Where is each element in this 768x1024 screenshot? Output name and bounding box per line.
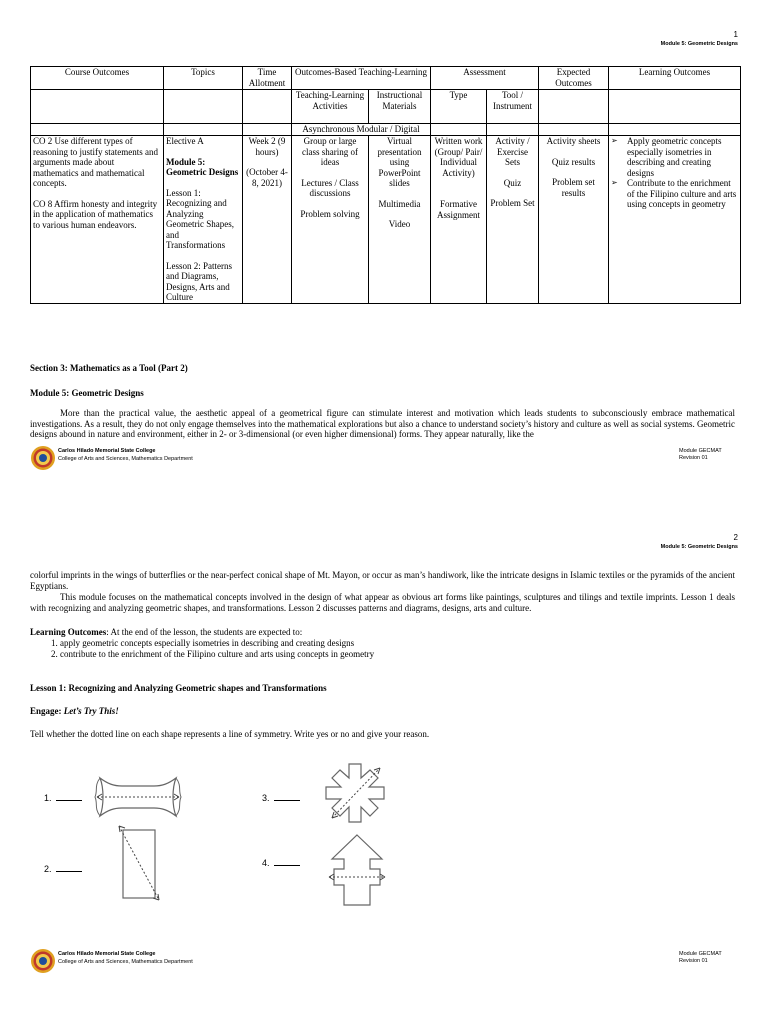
subheader-materials: Instructional Materials <box>369 90 431 124</box>
revision-2: Revision 01 <box>679 958 708 964</box>
module-label: Module 5: Geometric Designs <box>166 156 239 177</box>
activity-problem-solving: Problem solving <box>300 208 360 219</box>
footer-college-2: Carlos Hilado Memorial State College <box>58 951 156 957</box>
instruction-text: Tell whether the dotted line on each shape represents a line of symmetry. Write yes or no and give your reason. <box>30 729 430 739</box>
candy-shape-figure <box>92 774 184 820</box>
answer-blank-1 <box>56 792 82 801</box>
co8-text: CO 8 Affirm honesty and integrity in the application of mathematics to various human endeavors. <box>33 198 158 230</box>
header-title-2: Module 5: Geometric Designs <box>660 544 738 550</box>
material-multimedia: Multimedia <box>378 198 421 209</box>
lo-label: Learning Outcomes <box>30 627 107 637</box>
co2-text: CO 2 Use different types of reasoning to justify statements and arguments made about mathematics and mathematical concepts. <box>33 136 158 188</box>
time-cell <box>243 136 292 304</box>
intro-paragraph: More than the practical value, the aesthetic appeal of a geometrical figure can stimulate interest and motivation which leads students to subconsciously embrace mathematical investigations. As a result, they do not only engage themselves into the mathematical explorations but also a chance to understand society’s history and culture as well as social systems. Geometric designs abound in nature and environment, either in 2- or 3-dimensional (or even higher dimensional) forms. They appear naturally, like the <box>30 408 735 439</box>
college-seal-logo <box>30 445 56 471</box>
revision: Revision 01 <box>679 455 708 461</box>
header-topics: Topics <box>164 67 243 90</box>
type-written-work: Written work (Group/ Pair/ Individual Activity) <box>434 136 483 178</box>
engage-subtitle: Let’s Try This! <box>63 706 119 716</box>
answer-blank-4 <box>274 857 300 866</box>
type-formative: Formative Assignment <box>436 199 480 220</box>
focus-paragraph: This module focuses on the mathematical concepts involved in the design of what appear as obvious art forms like paintings, sculptures and tilings and textile imprints. Lesson 1 deals with recognizing and analyzing geometric shapes, and transformations. Lesson 2 discusses patterns and diagrams, designs, arts and culture. <box>30 592 735 613</box>
engage-heading: Engage: Let’s Try This! <box>30 706 119 716</box>
activities-cell <box>292 136 369 304</box>
dates-text: (October 4-8, 2021) <box>246 167 288 188</box>
expected-quiz-results: Quiz results <box>551 156 596 167</box>
lo-item-2: 2. contribute to the enrichment of the Filipino culture and arts using concepts in geometry <box>60 649 730 660</box>
q1-number: 1. <box>44 793 52 803</box>
subheader-tool: Tool / Instrument <box>487 90 539 124</box>
star-shape-figure <box>322 762 388 824</box>
course-outcomes-cell <box>31 136 164 304</box>
lesson-title: Lesson 1: Recognizing and Analyzing Geometric shapes and Transformations <box>30 683 327 693</box>
footer-module-code-2 <box>679 951 722 965</box>
delivery-mode: Asynchronous Modular / Digital <box>292 124 431 136</box>
answer-blank-3 <box>274 792 300 801</box>
materials-cell <box>369 136 431 304</box>
rectangle-shape-figure <box>116 823 162 903</box>
q2-number: 2. <box>44 864 52 874</box>
header-title: Module 5: Geometric Designs <box>660 41 738 47</box>
tool-activity-sets: Activity / Exercise Sets <box>495 136 530 167</box>
header-time-allotment: Time Allotment <box>243 67 292 90</box>
tools-cell <box>487 136 539 304</box>
learning-outcomes-cell <box>609 136 741 304</box>
header-assessment: Assessment <box>431 67 539 90</box>
topics-cell <box>164 136 243 304</box>
expected-cell <box>539 136 609 304</box>
college-seal-logo-2 <box>30 948 56 974</box>
course-outcomes-table <box>30 66 741 304</box>
header-learning-outcomes: Learning Outcomes <box>609 67 741 90</box>
footer-module-code <box>679 448 722 462</box>
arrow-shape-figure <box>326 833 388 907</box>
q3-number: 3. <box>262 793 270 803</box>
question-2 <box>44 863 82 874</box>
subheader-type: Type <box>431 90 487 124</box>
continuation-paragraph: colorful imprints in the wings of butterflies or the near-perfect conical shape of Mt. Mayon, or occur as man’s handiwork, like the intricate designs in Islamic textiles or the pyramids of the ancient Egyptians. <box>30 570 735 591</box>
type-cell <box>431 136 487 304</box>
tool-problem-set: Problem Set <box>490 198 535 208</box>
page-number-2: 2 <box>733 533 738 542</box>
q4-number: 4. <box>262 858 270 868</box>
footer-department: College of Arts and Sciences, Mathematics Department <box>58 456 193 462</box>
tool-quiz: Quiz <box>503 177 522 188</box>
question-1 <box>44 792 82 803</box>
activity-sharing: Group or large class sharing of ideas <box>302 136 358 167</box>
learning-outcome-2: ➢ Contribute to the enrichment of the Filipino culture and arts using concepts in geometry <box>611 178 738 210</box>
engage-label: Engage <box>30 706 59 716</box>
subheader-activities: Teaching-Learning Activities <box>292 90 369 124</box>
section-title: Section 3: Mathematics as a Tool (Part 2) <box>30 363 188 373</box>
lesson1-label: Lesson 1: Recognizing and Analyzing Geometric Shapes, and Transformations <box>166 187 234 250</box>
question-3 <box>262 792 300 803</box>
header-expected-outcomes: Expected Outcomes <box>539 67 609 90</box>
answer-blank-2 <box>56 863 82 872</box>
footer-college: Carlos Hilado Memorial State College <box>58 448 156 454</box>
learning-outcomes-intro <box>30 627 735 638</box>
page-number: 1 <box>733 30 738 39</box>
module-title: Module 5: Geometric Designs <box>30 388 144 398</box>
header-obtl: Outcomes-Based Teaching-Learning <box>292 67 431 90</box>
lo-item-1: 1. apply geometric concepts especially isometries in describing and creating designs <box>60 638 730 649</box>
learning-outcomes-list <box>30 638 730 659</box>
expected-activity-sheets: Activity sheets <box>546 136 601 146</box>
activity-lectures: Lectures / Class discussions <box>301 177 359 198</box>
week-text: Week 2 (9 hours) <box>248 136 286 157</box>
learning-outcome-1: ➢ Apply geometric concepts especially isometries in describing and creating designs <box>611 136 738 178</box>
elective-label: Elective A <box>166 136 204 146</box>
lesson2-label: Lesson 2: Patterns and Diagrams, Designs, Arts and Culture <box>166 260 232 302</box>
lo-intro: : At the end of the lesson, the students are expected to: <box>106 627 303 637</box>
footer-department-2: College of Arts and Sciences, Mathematics Department <box>58 959 193 965</box>
module-code: Module GECMAT <box>679 448 722 454</box>
material-video: Video <box>388 219 411 229</box>
material-presentation: Virtual presentation using PowerPoint slides <box>377 136 422 188</box>
expected-problem-set: Problem set results <box>552 177 595 198</box>
module-code-2: Module GECMAT <box>679 951 722 957</box>
header-course-outcomes: Course Outcomes <box>31 67 164 90</box>
question-4 <box>262 857 300 868</box>
